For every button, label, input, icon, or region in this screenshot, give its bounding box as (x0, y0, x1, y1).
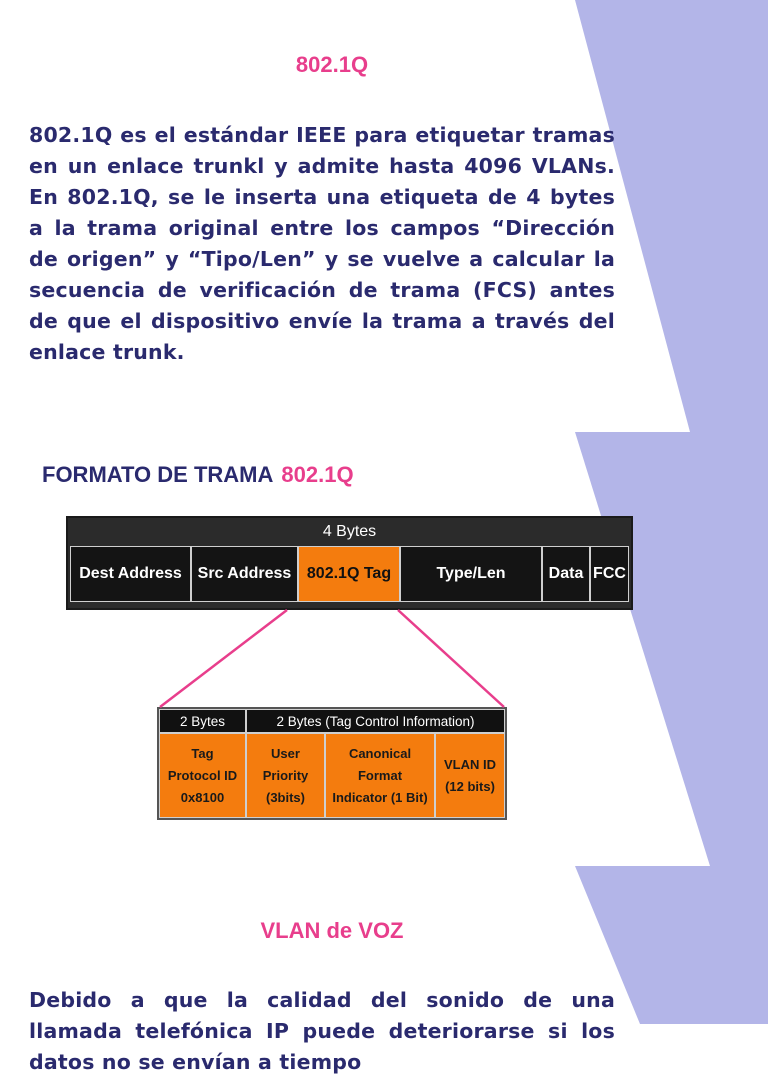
tag-cell-user-priority (246, 733, 325, 818)
tag-header-tci: 2 Bytes (Tag Control Information) (246, 709, 505, 733)
tag-cell-tpid-line3: 0x8100 (180, 789, 225, 805)
section-title-8021q: 802.1Q (295, 52, 369, 77)
tag-header-2-bytes: 2 Bytes (159, 709, 246, 733)
frame-fields-row (70, 546, 629, 602)
frame-format-heading-text: FORMATO DE TRAMA (42, 462, 274, 487)
tag-cell-tpid-line1: Tag (191, 745, 214, 761)
tag-cell-cfi-line3: Indicator (1 Bit) (332, 789, 428, 805)
frame-cell-8021q-tag: 802.1Q Tag (298, 546, 400, 602)
tag-cell-priority-line3: (3bits) (265, 789, 305, 805)
tag-cell-tpid-line2: Protocol ID (167, 767, 238, 783)
tag-cell-vlan-line1: VLAN ID (444, 756, 496, 772)
tag-cell-vlan-line2: (12 bits) (445, 778, 495, 794)
tag-cell-tpid (159, 733, 246, 818)
section-title-vlan-voz: VLAN de VOZ (260, 918, 404, 943)
tag-table-header (159, 709, 505, 733)
tag-cell-priority-line2: Priority (262, 767, 309, 783)
frame-cell-fcc: FCC (590, 546, 629, 602)
paragraph-8021q-description: 802.1Q es el estándar IEEE para etiquetar tramas en un enlace trunkl y admite hasta 4096 VLANs. En 802.1Q, se le inserta una etiqueta de 4 bytes a la trama original entre los campos “Dirección de origen” y “Tipo/Len” y se vuelve a calcular la secuencia de verificación de trama (FCS) antes de que el dispositivo envíe la trama a través del enlace trunk. (29, 123, 615, 364)
frame-format-heading-pink: 802.1Q (281, 462, 354, 487)
tag-cell-cfi (325, 733, 435, 818)
frame-cell-data: Data (542, 546, 590, 602)
lavender-band-middle (575, 432, 768, 866)
tag-detail-table (157, 707, 507, 820)
frame-cell-src-address: Src Address (191, 546, 298, 602)
paragraph-vlan-voz: Debido a que la calidad del sonido de una llamada telefónica IP puede deteriorarse si los datos no se envían a tiempo (29, 988, 615, 1074)
tag-table-body (159, 733, 505, 818)
frame-format-table (66, 516, 633, 610)
tag-cell-cfi-line1: Canonical (348, 745, 412, 761)
frame-cell-dest-address: Dest Address (70, 546, 191, 602)
tag-cell-priority-line1: User (271, 745, 300, 761)
tag-cell-vlan-id (435, 733, 505, 818)
tag-cell-cfi-line2: Format (357, 767, 403, 783)
frame-4bytes-label: 4 Bytes (322, 523, 377, 540)
frame-format-heading (42, 462, 354, 488)
frame-cell-type-len: Type/Len (400, 546, 542, 602)
